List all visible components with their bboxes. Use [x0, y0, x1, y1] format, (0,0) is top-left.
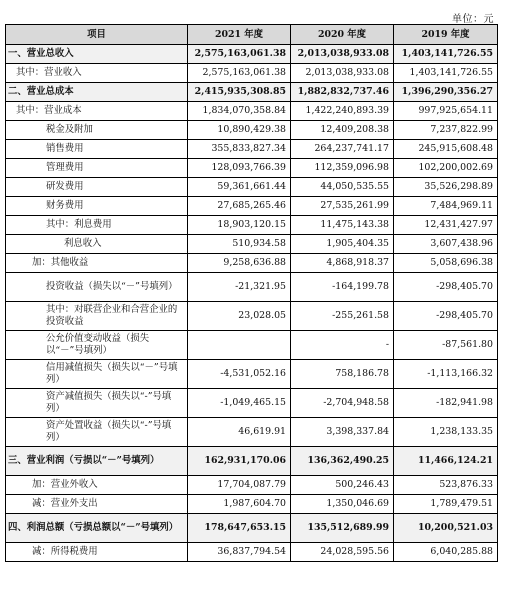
cell-2019: -298,405.70: [394, 302, 498, 331]
cell-2019: 12,431,427.97: [394, 216, 498, 235]
cell-2021: [188, 331, 291, 360]
row-label: 一、营业总收入: [6, 45, 188, 64]
cell-2020: 136,362,490.25: [291, 447, 394, 476]
row-label: 其中：利息费用: [6, 216, 188, 235]
row-label: 其中：营业成本: [6, 102, 188, 121]
cell-2019: -87,561.80: [394, 331, 498, 360]
income-statement-table: [5, 24, 498, 562]
cell-2021: 2,415,935,308.85: [188, 83, 291, 102]
cell-2019: -298,405.70: [394, 273, 498, 302]
cell-2019: 1,403,141,726.55: [394, 64, 498, 83]
cell-2020: 1,422,240,893.39: [291, 102, 394, 121]
cell-2021: -21,321.95: [188, 273, 291, 302]
table-row: [6, 514, 498, 543]
table-row: [6, 45, 498, 64]
header-2019: 2019 年度: [394, 25, 498, 45]
cell-2019: 10,200,521.03: [394, 514, 498, 543]
table-row: [6, 197, 498, 216]
cell-2020: 24,028,595.56: [291, 543, 394, 562]
cell-2020: 500,246.43: [291, 476, 394, 495]
cell-2020: 11,475,143.38: [291, 216, 394, 235]
cell-2021: 2,575,163,061.38: [188, 45, 291, 64]
cell-2021: 2,575,163,061.38: [188, 64, 291, 83]
row-label: 公允价值变动收益（损失以“－”号填列）: [6, 331, 188, 360]
table-row: [6, 331, 498, 360]
cell-2020: -255,261.58: [291, 302, 394, 331]
cell-2020: -: [291, 331, 394, 360]
cell-2021: 1,834,070,358.84: [188, 102, 291, 121]
table-row: [6, 495, 498, 514]
table-row: [6, 254, 498, 273]
cell-2019: 11,466,124.21: [394, 447, 498, 476]
row-label: 加：其他收益: [6, 254, 188, 273]
row-label: 利息收入: [6, 235, 188, 254]
row-label: 投资收益（损失以“－”号填列）: [6, 273, 188, 302]
table-row: [6, 178, 498, 197]
cell-2019: 3,607,438.96: [394, 235, 498, 254]
cell-2021: 46,619.91: [188, 418, 291, 447]
cell-2020: 135,512,689.99: [291, 514, 394, 543]
cell-2020: 112,359,096.98: [291, 159, 394, 178]
cell-2019: 1,396,290,356.27: [394, 83, 498, 102]
cell-2019: 1,403,141,726.55: [394, 45, 498, 64]
table-row: [6, 140, 498, 159]
table-row: [6, 235, 498, 254]
cell-2019: 1,238,133.35: [394, 418, 498, 447]
cell-2019: 7,237,822.99: [394, 121, 498, 140]
header-2021: 2021 年度: [188, 25, 291, 45]
table-row: [6, 360, 498, 389]
table-row: [6, 302, 498, 331]
row-label: 减：营业外支出: [6, 495, 188, 514]
cell-2019: 1,789,479.51: [394, 495, 498, 514]
cell-2021: 23,028.05: [188, 302, 291, 331]
cell-2020: 1,882,832,737.46: [291, 83, 394, 102]
table-row: [6, 447, 498, 476]
row-label: 研发费用: [6, 178, 188, 197]
cell-2020: 44,050,535.55: [291, 178, 394, 197]
row-label: 其中：对联营企业和合营企业的投资收益: [6, 302, 188, 331]
cell-2020: 27,535,261.99: [291, 197, 394, 216]
cell-2019: 102,200,002.69: [394, 159, 498, 178]
cell-2021: 36,837,794.54: [188, 543, 291, 562]
table-row: [6, 543, 498, 562]
cell-2019: 6,040,285.88: [394, 543, 498, 562]
cell-2019: 7,484,969.11: [394, 197, 498, 216]
table-row: [6, 389, 498, 418]
cell-2019: 35,526,298.89: [394, 178, 498, 197]
cell-2021: 17,704,087.79: [188, 476, 291, 495]
cell-2020: 1,350,046.69: [291, 495, 394, 514]
cell-2021: 162,931,170.06: [188, 447, 291, 476]
row-label: 销售费用: [6, 140, 188, 159]
cell-2019: 5,058,696.38: [394, 254, 498, 273]
cell-2019: 997,925,654.11: [394, 102, 498, 121]
row-label: 管理费用: [6, 159, 188, 178]
row-label: 其中：营业收入: [6, 64, 188, 83]
table-row: [6, 121, 498, 140]
row-label: 信用减值损失（损失以“－”号填列）: [6, 360, 188, 389]
table-row: [6, 216, 498, 235]
table-row: [6, 64, 498, 83]
cell-2020: 4,868,918.37: [291, 254, 394, 273]
cell-2021: 1,987,604.70: [188, 495, 291, 514]
row-label: 减：所得税费用: [6, 543, 188, 562]
cell-2021: 9,258,636.88: [188, 254, 291, 273]
unit-label: 单位：元: [452, 14, 494, 25]
cell-2020: -164,199.78: [291, 273, 394, 302]
cell-2020: 3,398,337.84: [291, 418, 394, 447]
cell-2019: -182,941.98: [394, 389, 498, 418]
table-header: [6, 25, 498, 45]
cell-2020: 1,905,404.35: [291, 235, 394, 254]
table-row: [6, 159, 498, 178]
row-label: 财务费用: [6, 197, 188, 216]
header-row: [6, 25, 498, 45]
row-label: 资产处置收益（损失以“-”号填列）: [6, 418, 188, 447]
cell-2019: 523,876.33: [394, 476, 498, 495]
cell-2020: 758,186.78: [291, 360, 394, 389]
row-label: 三、营业利润（亏损以“－”号填列）: [6, 447, 188, 476]
header-2020: 2020 年度: [291, 25, 394, 45]
cell-2021: 27,685,265.46: [188, 197, 291, 216]
cell-2021: 18,903,120.15: [188, 216, 291, 235]
cell-2021: 10,890,429.38: [188, 121, 291, 140]
table-row: [6, 102, 498, 121]
cell-2021: 510,934.58: [188, 235, 291, 254]
table-row: [6, 476, 498, 495]
table-body: [6, 45, 498, 562]
row-label: 四、利润总额（亏损总额以“－”号填列）: [6, 514, 188, 543]
cell-2020: -2,704,948.58: [291, 389, 394, 418]
row-label: 税金及附加: [6, 121, 188, 140]
cell-2021: 128,093,766.39: [188, 159, 291, 178]
cell-2021: 178,647,653.15: [188, 514, 291, 543]
cell-2019: 245,915,608.48: [394, 140, 498, 159]
cell-2021: -4,531,052.16: [188, 360, 291, 389]
cell-2021: 355,833,827.34: [188, 140, 291, 159]
row-label: 资产减值损失（损失以“-”号填列）: [6, 389, 188, 418]
header-item: 项目: [6, 25, 188, 45]
cell-2020: 2,013,038,933.08: [291, 64, 394, 83]
cell-2020: 264,237,741.17: [291, 140, 394, 159]
table-row: [6, 83, 498, 102]
table-row: [6, 418, 498, 447]
row-label: 二、营业总成本: [6, 83, 188, 102]
cell-2019: -1,113,166.32: [394, 360, 498, 389]
cell-2020: 2,013,038,933.08: [291, 45, 394, 64]
cell-2021: 59,361,661.44: [188, 178, 291, 197]
row-label: 加：营业外收入: [6, 476, 188, 495]
cell-2020: 12,409,208.38: [291, 121, 394, 140]
table-row: [6, 273, 498, 302]
cell-2021: -1,049,465.15: [188, 389, 291, 418]
